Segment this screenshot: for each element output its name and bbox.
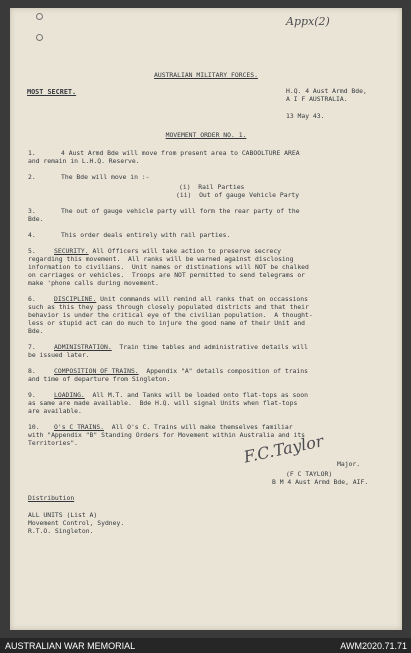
para-8-line-2: and time of departure from Singleton. xyxy=(28,375,171,383)
para-10-heading: O's C TRAINS. xyxy=(54,423,105,431)
para-8-number: 8. xyxy=(28,367,36,375)
punch-hole-top-left xyxy=(36,13,43,20)
para-6-line-1 xyxy=(54,295,308,303)
security-classification: MOST SECRET. xyxy=(27,88,77,96)
para-5-line-3: information to civilians. Unit names or distinations will NOT be chalked xyxy=(28,263,309,271)
para-5-line-1-text: All Officers will take action to preserve secrecy xyxy=(88,247,282,255)
para-10-line-1-text: All O's C. Trains will make themselves familiar xyxy=(104,423,293,431)
para-4-line-1: This order deals entirely with rail parties. xyxy=(61,231,231,239)
para-3-line-2: Bde. xyxy=(28,215,44,223)
para-5-line-5: make 'phone calls during movement. xyxy=(28,279,159,287)
para-2-number: 2. xyxy=(28,173,36,181)
hq-line-2: A I F AUSTRALIA. xyxy=(286,95,348,103)
order-title: MOVEMENT ORDER NO. 1. xyxy=(165,131,247,139)
para-5-line-1 xyxy=(54,247,281,255)
para-8-line-1 xyxy=(54,367,308,375)
para-7-line-2: be issued later. xyxy=(28,351,90,359)
para-6-line-5: Bde. xyxy=(28,327,44,335)
para-6-line-4: less or stupid act can do much to injure the good name of their Unit and xyxy=(28,319,306,327)
para-9-line-1 xyxy=(54,391,308,399)
signatory-appointment: B M 4 Aust Armd Bde, AIF. xyxy=(272,478,369,486)
para-6-number: 6. xyxy=(28,295,36,303)
para-5-heading: SECURITY. xyxy=(54,247,89,255)
para-10-line-1 xyxy=(54,423,293,431)
archive-name: AUSTRALIAN WAR MEMORIAL xyxy=(5,641,136,651)
distribution-heading: Distribution xyxy=(28,494,75,502)
para-10-line-2: with "Appendix "B" Standing Orders for Movement within Australia and its xyxy=(28,431,306,439)
para-9-heading: LOADING. xyxy=(54,391,85,399)
handwritten-signature: F.C.Taylor xyxy=(242,431,326,467)
para-7-line-1-text: Train time tables and administrative details will xyxy=(111,343,308,351)
para-9-line-1-text: All M.T. and Tanks will be loaded onto flat-tops as soon xyxy=(84,391,308,399)
para-9-number: 9. xyxy=(28,391,36,399)
para-1-number: 1. xyxy=(28,149,36,157)
para-6-line-3: behavior is under the critical eye of the civilian population. A thought- xyxy=(28,311,313,319)
para-10-number: 10. xyxy=(28,423,40,431)
para-4-number: 4. xyxy=(28,231,36,239)
para-9-line-2: as same are made available. Bde H.Q. will signal Units when flat-tops xyxy=(28,399,298,407)
para-5-line-2: regarding this movement. All ranks will be warned against disclosing xyxy=(28,255,294,263)
hq-line-1: H.Q. 4 Aust Armd Bde, xyxy=(286,87,367,95)
signatory-rank: Major. xyxy=(337,460,361,468)
para-7-heading: ADMINISTRATION. xyxy=(54,343,112,351)
distribution-item-1: ALL UNITS (List A) xyxy=(28,511,98,519)
para-2-item-i: (i) Rail Parties xyxy=(179,183,245,191)
para-8-line-1-text: Appendix "A" details composition of trains xyxy=(138,367,308,375)
para-1-line-1: 4 Aust Armd Bde will move from present area to CABOOLTURE AREA xyxy=(61,149,300,157)
handwritten-annotation: Appx(2) xyxy=(286,15,330,28)
punch-hole-left xyxy=(36,34,43,41)
para-5-line-4: on carriages or vehicles. Troops are NOT permitted to send telegrams or xyxy=(28,271,306,279)
para-5-number: 5. xyxy=(28,247,36,255)
para-6-heading: DISCIPLINE. xyxy=(54,295,97,303)
para-7-line-1 xyxy=(54,343,308,351)
para-6-line-2: such as this they pass through closely populated districts and that their xyxy=(28,303,309,311)
para-2-item-ii: (ii) Out of gauge Vehicle Party xyxy=(176,191,300,199)
para-8-heading: COMPOSITION OF TRAINS. xyxy=(54,367,139,375)
para-1-line-2: and remain in L.H.Q. Reserve. xyxy=(28,157,140,165)
signatory-name: (F C TAYLOR) xyxy=(286,470,333,478)
para-2-line-1: The Bde will move in :- xyxy=(61,173,150,181)
distribution-item-2: Movement Control, Sydney. xyxy=(28,519,125,527)
archive-footer-bar xyxy=(0,638,411,653)
para-3-number: 3. xyxy=(28,207,36,215)
para-6-line-1-text: Unit commands will remind all ranks that on occassions xyxy=(96,295,308,303)
document-page xyxy=(10,8,402,630)
para-9-line-3: are available. xyxy=(28,407,82,415)
distribution-item-3: R.T.O. Singleton. xyxy=(28,527,94,535)
archive-reference: AWM2020.71.71 xyxy=(340,641,407,651)
document-date: 13 May 43. xyxy=(286,112,325,120)
organisation-heading: AUSTRALIAN MILITARY FORCES. xyxy=(154,71,258,79)
para-7-number: 7. xyxy=(28,343,36,351)
para-3-line-1: The out of gauge vehicle party will form the rear party of the xyxy=(61,207,300,215)
para-10-line-3: Territories". xyxy=(28,439,79,447)
